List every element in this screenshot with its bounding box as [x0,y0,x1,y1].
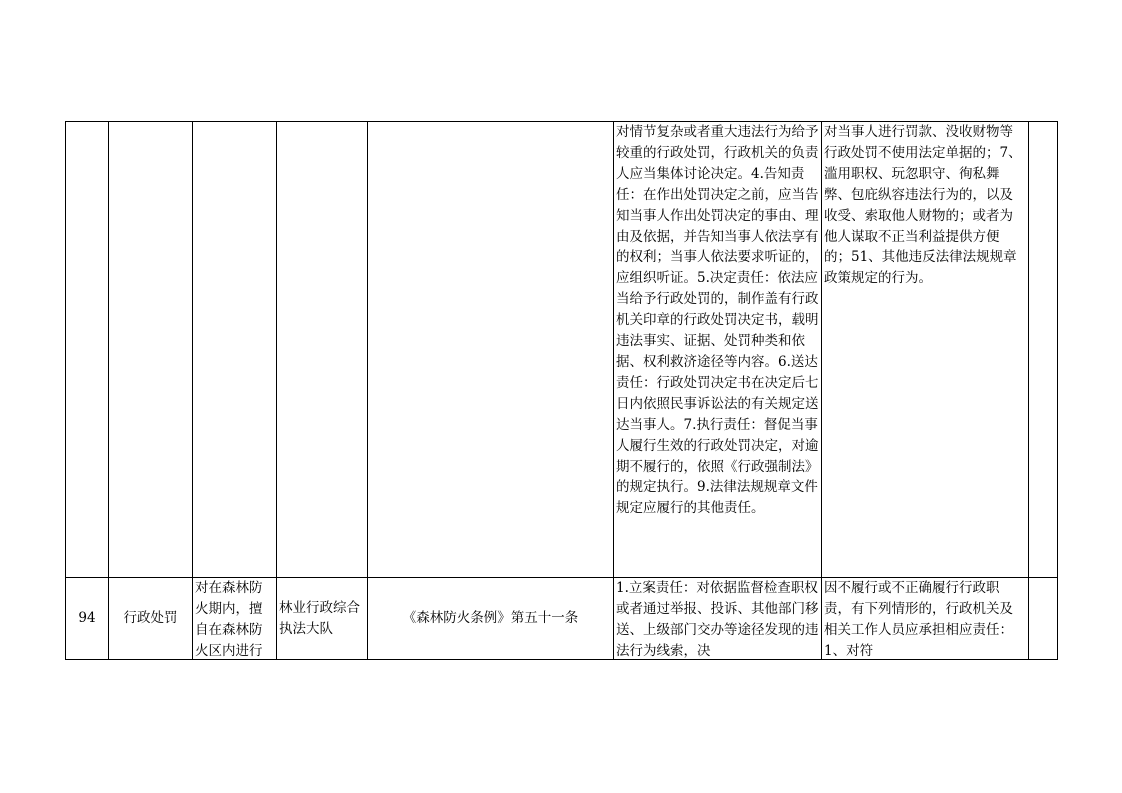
table-row [66,122,1058,578]
power-list-table [65,121,1058,660]
cell-remark [1029,122,1058,578]
cell-responsibility-text: 1.立案责任：对依据监督检查职权或者通过举报、投诉、其他部门移送、上级部门交办等途径发现的违法行为线索，决 [616,580,819,659]
cell-basis [368,122,614,578]
cell-accountability-text: 因不履行或不正确履行行政职责，有下列情形的，行政机关及相关工作人员应承担相应责任：1、对符 [824,580,1013,659]
cell-subject [277,122,368,578]
cell-subject: 林业行政综合执法大队 [277,578,368,660]
cell-no [66,122,109,578]
cell-remark [1029,578,1058,660]
cell-accountability: 对当事人进行罚款、没收财物等行政处罚不使用法定单据的；7、滥用职权、玩忽职守、徇私舞弊、包庇纵容违法行为的，以及收受、索取他人财物的；或者为他人谋取不正当利益提供方便的；51、其他违反法律法规规章政策规定的行为。 [822,122,1029,578]
cell-accountability [822,578,1029,660]
cell-category: 行政处罚 [109,578,193,660]
cell-responsibility: 对情节复杂或者重大违法行为给予较重的行政处罚，行政机关的负责人应当集体讨论决定。4.告知责任：在作出处罚决定之前，应当告知当事人作出处罚决定的事由、理由及依据，并告知当事人依法享有的权利；当事人依法要求听证的，应组织听证。5.决定责任：依法应当给予行政处罚的，制作盖有行政机关印章的行政处罚决定书，载明违法事实、证据、处罚种类和依据、权利救济途径等内容。6.送达责任：行政处罚决定书在决定后七日内依照民事诉讼法的有关规定送达当事人。7.执行责任：督促当事人履行生效的行政处罚决定，对逾期不履行的，依照《行政强制法》的规定执行。9.法律法规规章文件规定应履行的其他责任。 [614,122,822,578]
cell-category [109,122,193,578]
cell-item [193,578,277,660]
table-row [66,578,1058,660]
cell-item-text: 对在森林防火期内，擅自在森林防火区内进行 [195,580,263,659]
cell-responsibility [614,578,822,660]
cell-no: 94 [66,578,109,660]
cell-item [193,122,277,578]
cell-basis: 《森林防火条例》第五十一条 [368,578,614,660]
